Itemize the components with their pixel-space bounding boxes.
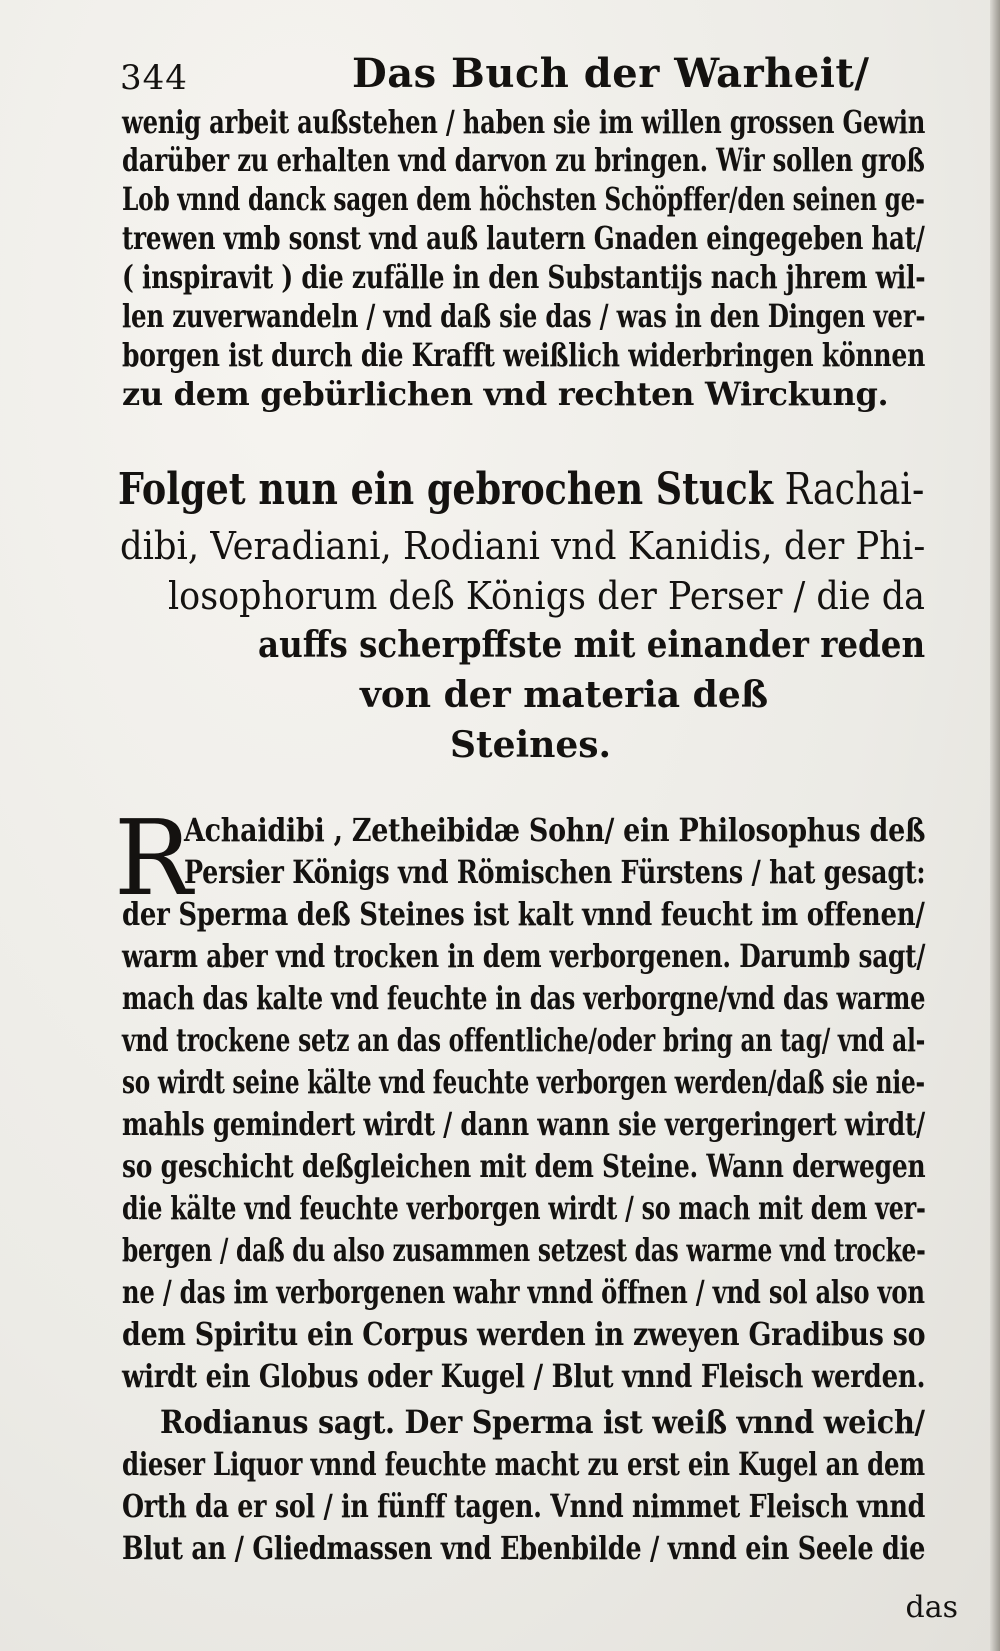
text-line: dem Spiritu ein Corpus werden in zweyen Gradibus so [122,1315,926,1353]
page-header [120,50,940,110]
page-edge [990,0,1000,1651]
drop-cap: R [114,797,193,919]
section-heading-line: von der materia deß [360,674,769,716]
page-number: 344 [120,58,188,98]
section-heading-line: Steines. [450,724,612,766]
text-line: so geschicht deßgleichen mit dem Steine. Wann derwegen [122,1147,926,1185]
section-heading-line: dibi, Veradiani, Rodiani vnd Kanidis, der Phi- [120,524,926,568]
text-line: Achaidibi , Zetheibidæ Sohn/ ein Philosophus deß [184,811,926,849]
text-line: Rodianus sagt. Der Sperma ist weiß vnnd weich/ [160,1403,925,1441]
text-line: mahls gemindert wirdt / dann wann sie vergeringert wirdt/ [122,1105,925,1143]
text-line: trewen vmb sonst vnd auß lautern Gnaden eingegeben hat/ [122,219,925,257]
text-line: Lob vnnd danck sagen dem höchsten Schöpffer/den seinen ge- [122,180,925,218]
text-line: ne / das im verborgenen wahr vnnd öffnen / vnd sol also von [122,1273,925,1311]
text-line: ( inspiravit ) die zufälle in den Substantijs nach jhrem wil- [122,258,926,296]
text-line: mach das kalte vnd feuchte in das verborgne/vnd das warme [122,979,926,1017]
heading-blackletter: Folget nun ein gebrochen Stuck [118,464,774,515]
text-line: vnd trockene setz an das offentliche/oder bring an tag/ vnd al- [122,1021,926,1059]
text-line: so wirdt seine kälte vnd feuchte verborgen werden/daß sie nie- [122,1063,925,1101]
section-heading-line [118,464,924,515]
text-line: Blut an / Gliedmassen vnd Ebenbilde / vnnd ein Seele die [122,1529,926,1567]
text-line: wirdt ein Globus oder Kugel / Blut vnnd Fleisch werden. [122,1357,926,1395]
text-line: darüber zu erhalten vnd darvon zu bringen. Wir sollen groß [122,141,925,179]
section-heading-line: auffs scherpffste mit einander reden [258,624,926,666]
text-line: len zuverwandeln / vnd daß sie das / was in den Dingen ver- [122,297,926,335]
text-line: Persier Königs vnd Römischen Fürstens / hat gesagt: [184,853,926,891]
text-line: der Sperma deß Steines ist kalt vnnd feucht im offenen/ [122,895,925,933]
text-line: borgen ist durch die Krafft weißlich widerbringen können [122,336,926,374]
text-line: die kälte vnd feuchte verborgen wirdt / so mach mit dem ver- [122,1189,926,1227]
heading-roman: Rachai- [773,464,925,515]
section-heading-line: losophorum deß Königs der Perser / die da [168,574,925,618]
running-title: Das Buch der Warheit/ [352,50,870,97]
text-line: zu dem gebürlichen vnd rechten Wirckung. [122,375,889,413]
catchword: das [905,1590,958,1625]
text-line: Orth da er sol / in fünff tagen. Vnnd nimmet Fleisch vnnd [122,1487,926,1525]
text-line: dieser Liquor vnnd feuchte macht zu erst ein Kugel an dem [122,1445,925,1483]
text-line: wenig arbeit außstehen / haben sie im willen grossen Gewin [122,103,926,141]
text-line: bergen / daß du also zusammen setzest das warme vnd trocke- [122,1231,926,1269]
text-line: warm aber vnd trocken in dem verborgenen. Darumb sagt/ [122,937,926,975]
